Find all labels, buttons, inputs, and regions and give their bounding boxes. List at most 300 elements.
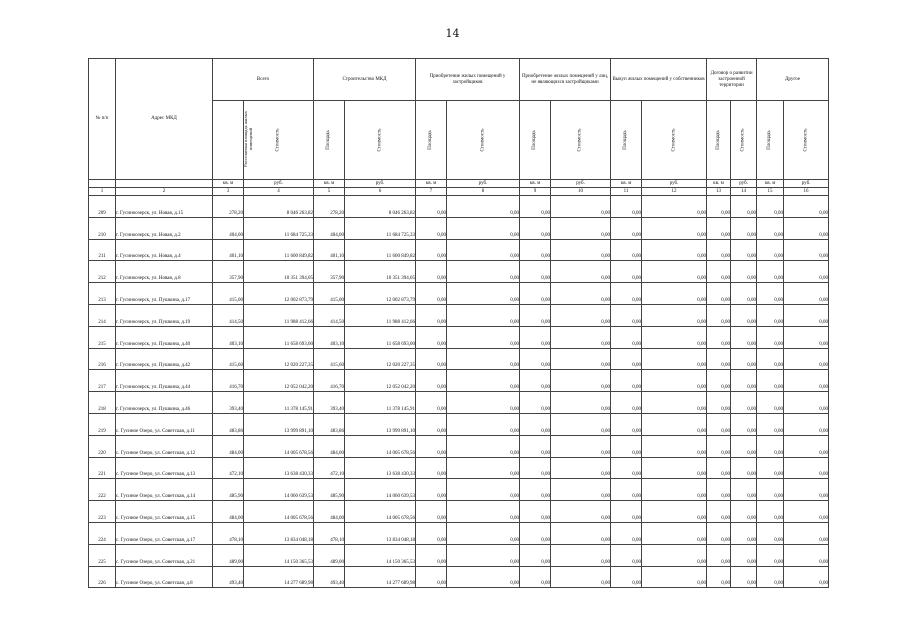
- unit-cell: руб.: [784, 180, 829, 188]
- row-value: 11 600 849,82: [345, 239, 416, 261]
- header-sub-label: Площадь: [428, 130, 434, 150]
- row-value: 8 046 263,82: [244, 196, 314, 218]
- row-value: 0,00: [551, 413, 611, 435]
- row-value: 0,00: [642, 522, 707, 544]
- row-value: 0,00: [784, 326, 829, 348]
- header-sub-label: Расселяемая площадь жилых помещений: [243, 111, 253, 167]
- row-value: 0,00: [447, 413, 520, 435]
- header-group-other: Другое: [757, 59, 829, 101]
- header-group-construction: Строительство МКД: [314, 59, 416, 101]
- table-row: [89, 370, 829, 392]
- row-value: 0,00: [784, 435, 829, 457]
- row-value: 0,00: [520, 217, 551, 239]
- row-value: 0,00: [611, 544, 642, 566]
- row-value: 478,10: [213, 522, 244, 544]
- row-value: 11 378 145,91: [345, 392, 416, 414]
- row-value: 493,40: [213, 566, 244, 588]
- row-value: 0,00: [416, 217, 447, 239]
- unit-cell: руб.: [731, 180, 757, 188]
- row-value: 0,00: [757, 544, 784, 566]
- row-value: 0,00: [551, 501, 611, 523]
- row-address: с. Гусиное Озеро, ул. Советская, д.17: [116, 522, 213, 544]
- row-value: 0,00: [416, 522, 447, 544]
- row-value: 0,00: [642, 544, 707, 566]
- unit-cell: кв. м: [707, 180, 731, 188]
- row-value: 0,00: [707, 457, 731, 479]
- row-number: 219: [89, 413, 116, 435]
- row-value: 11 378 145,91: [244, 392, 314, 414]
- row-value: 0,00: [784, 413, 829, 435]
- row-value: 0,00: [416, 457, 447, 479]
- unit-cell: руб.: [244, 180, 314, 188]
- row-value: 0,00: [416, 479, 447, 501]
- header-sub-label: Стоимость: [275, 128, 281, 152]
- row-value: 0,00: [784, 239, 829, 261]
- row-value: 414,50: [213, 304, 244, 326]
- row-value: 14 277 689,98: [244, 566, 314, 588]
- row-value: 0,00: [757, 261, 784, 283]
- row-value: 0,00: [731, 196, 757, 218]
- row-number: 209: [89, 196, 116, 218]
- row-value: 0,00: [447, 326, 520, 348]
- header-address: Адрес МКД: [116, 59, 213, 180]
- row-value: 0,00: [784, 501, 829, 523]
- row-address: г. Гусиноозерск, ул. Пушкина, д.19: [116, 304, 213, 326]
- row-value: 0,00: [784, 261, 829, 283]
- row-number: 218: [89, 392, 116, 414]
- row-value: 0,00: [611, 326, 642, 348]
- row-value: 0,00: [611, 413, 642, 435]
- row-number: 216: [89, 348, 116, 370]
- row-value: 472,10: [213, 457, 244, 479]
- row-address: с. Гусиное Озеро, ул. Советская, д.14: [116, 479, 213, 501]
- column-index: 14: [731, 188, 757, 196]
- row-value: 0,00: [642, 457, 707, 479]
- column-index: 7: [416, 188, 447, 196]
- row-value: 393,40: [213, 392, 244, 414]
- row-value: 0,00: [757, 566, 784, 588]
- row-value: 0,00: [611, 283, 642, 305]
- row-value: 11 684 725,33: [345, 217, 416, 239]
- row-value: 0,00: [447, 479, 520, 501]
- row-value: 0,00: [447, 304, 520, 326]
- unit-cell: кв. м: [757, 180, 784, 188]
- row-number: 222: [89, 479, 116, 501]
- header-sub-label: Стоимость: [671, 128, 677, 152]
- row-value: 0,00: [707, 217, 731, 239]
- unit-cell: кв. м: [213, 180, 244, 188]
- row-value: 414,50: [314, 304, 345, 326]
- row-value: 0,00: [642, 566, 707, 588]
- row-value: 0,00: [757, 457, 784, 479]
- row-value: 0,00: [707, 435, 731, 457]
- row-value: 0,00: [520, 457, 551, 479]
- row-value: 478,10: [314, 522, 345, 544]
- row-address: с. Гусиное Озеро, ул. Советская, д.8: [116, 566, 213, 588]
- row-value: 12 052 042,20: [244, 370, 314, 392]
- table-row: [89, 283, 829, 305]
- row-value: 489,00: [213, 544, 244, 566]
- row-value: 0,00: [757, 239, 784, 261]
- row-number: 215: [89, 326, 116, 348]
- row-value: 0,00: [611, 239, 642, 261]
- row-address: г. Гусиноозерск, ул. Пушкина, д.17: [116, 283, 213, 305]
- table-row: [89, 196, 829, 218]
- row-value: 484,00: [314, 435, 345, 457]
- row-number: 212: [89, 261, 116, 283]
- row-value: 0,00: [642, 239, 707, 261]
- column-index: 8: [447, 188, 520, 196]
- row-value: 0,00: [731, 326, 757, 348]
- row-value: 0,00: [707, 283, 731, 305]
- row-value: 13 999 891,10: [244, 413, 314, 435]
- header-no: № п/п: [89, 59, 116, 180]
- unit-cell: руб.: [551, 180, 611, 188]
- row-value: 0,00: [757, 370, 784, 392]
- row-value: 278,20: [314, 196, 345, 218]
- row-value: 0,00: [731, 457, 757, 479]
- row-value: 0,00: [642, 501, 707, 523]
- row-value: 0,00: [447, 370, 520, 392]
- row-value: 0,00: [642, 370, 707, 392]
- row-value: 0,00: [784, 544, 829, 566]
- row-value: 278,20: [213, 196, 244, 218]
- unit-cell: руб.: [345, 180, 416, 188]
- row-value: 0,00: [731, 239, 757, 261]
- row-value: 0,00: [611, 392, 642, 414]
- row-value: 0,00: [731, 304, 757, 326]
- row-address: г. Гусиноозерск, ул. Пушкина, д.46: [116, 392, 213, 414]
- column-index: 3: [213, 188, 244, 196]
- header-sub-label: Стоимость: [377, 128, 383, 152]
- row-value: 0,00: [731, 370, 757, 392]
- row-value: 0,00: [447, 522, 520, 544]
- table-row: [89, 501, 829, 523]
- row-value: 0,00: [757, 501, 784, 523]
- row-value: 0,00: [551, 261, 611, 283]
- row-value: 0,00: [731, 392, 757, 414]
- row-value: 0,00: [784, 566, 829, 588]
- row-value: 0,00: [551, 348, 611, 370]
- row-value: 484,00: [213, 501, 244, 523]
- row-value: 0,00: [520, 196, 551, 218]
- row-value: 0,00: [551, 392, 611, 414]
- table-row: [89, 304, 829, 326]
- row-value: 0,00: [520, 283, 551, 305]
- row-value: 0,00: [416, 435, 447, 457]
- row-number: 221: [89, 457, 116, 479]
- row-value: 0,00: [447, 261, 520, 283]
- row-value: 0,00: [707, 544, 731, 566]
- row-value: 0,00: [757, 348, 784, 370]
- row-value: 0,00: [731, 479, 757, 501]
- row-value: 0,00: [611, 217, 642, 239]
- row-number: 224: [89, 522, 116, 544]
- row-value: 0,00: [707, 370, 731, 392]
- row-value: 0,00: [642, 435, 707, 457]
- row-value: 0,00: [551, 196, 611, 218]
- row-address: с. Гусиное Озеро, ул. Советская, д.12: [116, 435, 213, 457]
- row-value: 0,00: [447, 392, 520, 414]
- row-value: 0,00: [707, 261, 731, 283]
- header-group-territory: Договор о развитии застроенной территории: [707, 59, 757, 101]
- row-address: с. Гусиное Озеро, ул. Советская, д.21: [116, 544, 213, 566]
- row-value: 0,00: [707, 239, 731, 261]
- header-group-developers: Приобретение жилых помещений у застройщиков: [416, 59, 520, 101]
- row-value: 12 052 042,20: [345, 370, 416, 392]
- row-value: 0,00: [707, 348, 731, 370]
- row-value: 0,00: [707, 413, 731, 435]
- table-row: [89, 522, 829, 544]
- row-value: 0,00: [447, 544, 520, 566]
- header-sub-3: [345, 101, 416, 180]
- row-value: 0,00: [611, 435, 642, 457]
- table-row: [89, 239, 829, 261]
- column-index: 4: [244, 188, 314, 196]
- header-group-total: Всего: [213, 59, 314, 101]
- row-value: 0,00: [447, 435, 520, 457]
- row-value: 0,00: [642, 348, 707, 370]
- column-index: 11: [611, 188, 642, 196]
- header-sub-2: [314, 101, 345, 180]
- row-value: 14 005 678,56: [244, 435, 314, 457]
- row-number: 210: [89, 217, 116, 239]
- row-value: 403,10: [213, 326, 244, 348]
- row-value: 0,00: [731, 544, 757, 566]
- table-row: [89, 457, 829, 479]
- row-value: 0,00: [416, 501, 447, 523]
- header-sub-label: Площадь: [623, 130, 629, 150]
- row-value: 14 060 639,53: [244, 479, 314, 501]
- row-value: 14 150 365,53: [244, 544, 314, 566]
- row-value: 404,00: [213, 217, 244, 239]
- row-value: 0,00: [731, 566, 757, 588]
- row-value: 0,00: [757, 435, 784, 457]
- row-value: 0,00: [642, 196, 707, 218]
- row-address: г. Гусиноозерск, ул. Новая, д.4: [116, 239, 213, 261]
- table-row: [89, 392, 829, 414]
- row-value: 0,00: [642, 479, 707, 501]
- header-sub-11: [731, 101, 757, 180]
- row-value: 0,00: [707, 392, 731, 414]
- row-value: 0,00: [642, 283, 707, 305]
- row-value: 393,40: [314, 392, 345, 414]
- header-sub-label: Стоимость: [577, 128, 583, 152]
- row-value: 0,00: [416, 304, 447, 326]
- row-value: 0,00: [447, 348, 520, 370]
- row-value: 0,00: [520, 239, 551, 261]
- row-value: 0,00: [447, 196, 520, 218]
- row-value: 0,00: [731, 522, 757, 544]
- row-value: 0,00: [784, 196, 829, 218]
- header-sub-label: Стоимость: [480, 128, 486, 152]
- row-value: 493,40: [314, 566, 345, 588]
- header-sub-9: [642, 101, 707, 180]
- row-value: 14 005 678,56: [244, 501, 314, 523]
- header-group-buyout: Выкуп жилых помещений у собственников: [611, 59, 707, 101]
- row-value: 12 002 873,79: [345, 283, 416, 305]
- unit-cell: кв. м: [611, 180, 642, 188]
- row-value: 415,60: [213, 348, 244, 370]
- row-value: 0,00: [707, 522, 731, 544]
- row-value: 0,00: [784, 522, 829, 544]
- row-value: 415,60: [314, 348, 345, 370]
- row-value: 11 658 693,00: [345, 326, 416, 348]
- row-value: 0,00: [416, 544, 447, 566]
- row-value: 416,70: [314, 370, 345, 392]
- row-value: 0,00: [551, 544, 611, 566]
- table-row: [89, 479, 829, 501]
- row-value: 0,00: [784, 348, 829, 370]
- row-value: 0,00: [551, 479, 611, 501]
- table-row: [89, 413, 829, 435]
- row-value: 403,10: [314, 326, 345, 348]
- row-number: 213: [89, 283, 116, 305]
- row-value: 0,00: [731, 283, 757, 305]
- row-value: 483,86: [213, 413, 244, 435]
- unit-cell: кв. м: [520, 180, 551, 188]
- table-row: [89, 544, 829, 566]
- row-value: 0,00: [731, 501, 757, 523]
- row-value: 0,00: [611, 479, 642, 501]
- row-address: г. Гусиноозерск, ул. Пушкина, д.42: [116, 348, 213, 370]
- header-sub-label: Площадь: [326, 130, 332, 150]
- row-address: г. Гусиноозерск, ул. Новая, д.8: [116, 261, 213, 283]
- table-row: [89, 435, 829, 457]
- row-value: 415,00: [314, 283, 345, 305]
- row-value: 0,00: [611, 348, 642, 370]
- row-value: 485,90: [213, 479, 244, 501]
- row-value: 0,00: [707, 196, 731, 218]
- header-sub-label: Площадь: [715, 130, 721, 150]
- row-value: 0,00: [757, 326, 784, 348]
- row-value: 0,00: [757, 413, 784, 435]
- row-value: 0,00: [520, 501, 551, 523]
- header-sub-5: [447, 101, 520, 180]
- column-index: 13: [707, 188, 731, 196]
- row-value: 0,00: [611, 522, 642, 544]
- row-value: 0,00: [416, 370, 447, 392]
- row-value: 0,00: [611, 370, 642, 392]
- row-value: 357,90: [213, 261, 244, 283]
- row-number: 214: [89, 304, 116, 326]
- row-value: 485,90: [314, 479, 345, 501]
- row-value: 0,00: [447, 501, 520, 523]
- row-value: 0,00: [731, 348, 757, 370]
- row-value: 10 351 394,05: [244, 261, 314, 283]
- header-sub-1: [244, 101, 314, 180]
- row-value: 0,00: [757, 522, 784, 544]
- row-value: 0,00: [416, 348, 447, 370]
- header-sub-label: Площадь: [532, 130, 538, 150]
- row-value: 0,00: [551, 326, 611, 348]
- row-value: 13 638 430,33: [345, 457, 416, 479]
- row-value: 0,00: [447, 239, 520, 261]
- row-value: 0,00: [757, 196, 784, 218]
- row-value: 0,00: [731, 413, 757, 435]
- row-value: 14 277 689,98: [345, 566, 416, 588]
- row-value: 0,00: [520, 566, 551, 588]
- row-value: 0,00: [731, 217, 757, 239]
- header-sub-label: Стоимость: [803, 128, 809, 152]
- row-value: 14 150 365,53: [345, 544, 416, 566]
- page-number: 14: [445, 27, 460, 40]
- row-value: 0,00: [447, 283, 520, 305]
- row-value: 483,86: [314, 413, 345, 435]
- unit-cell: руб.: [642, 180, 707, 188]
- row-value: 0,00: [707, 304, 731, 326]
- row-value: 0,00: [551, 283, 611, 305]
- unit-cell: кв. м: [314, 180, 345, 188]
- row-value: 401,10: [213, 239, 244, 261]
- row-value: 0,00: [731, 261, 757, 283]
- row-value: 0,00: [757, 479, 784, 501]
- row-value: 14 005 678,56: [345, 435, 416, 457]
- row-value: 0,00: [416, 566, 447, 588]
- row-value: 0,00: [784, 283, 829, 305]
- row-value: 0,00: [757, 304, 784, 326]
- row-value: 0,00: [784, 217, 829, 239]
- row-value: 0,00: [416, 326, 447, 348]
- row-value: 14 060 639,53: [345, 479, 416, 501]
- row-value: 11 600 849,82: [244, 239, 314, 261]
- table-row: [89, 326, 829, 348]
- column-index: 6: [345, 188, 416, 196]
- row-value: 0,00: [551, 304, 611, 326]
- row-value: 0,00: [642, 413, 707, 435]
- row-value: 0,00: [707, 479, 731, 501]
- header-sub-12: [757, 101, 784, 180]
- row-value: 0,00: [447, 457, 520, 479]
- header-sub-label: Стоимость: [740, 128, 746, 152]
- row-number: 211: [89, 239, 116, 261]
- row-address: с. Гусиное Озеро, ул. Советская, д.11: [116, 413, 213, 435]
- row-value: 0,00: [784, 304, 829, 326]
- header-group-non-developers: Приобретение жилых помещений у лиц, не являющихся застройщиками: [520, 59, 611, 101]
- row-value: 0,00: [551, 370, 611, 392]
- row-value: 14 005 678,56: [345, 501, 416, 523]
- unit-cell: кв. м: [416, 180, 447, 188]
- row-value: 10 351 394,05: [345, 261, 416, 283]
- row-value: 472,10: [314, 457, 345, 479]
- row-value: 11 684 725,33: [244, 217, 314, 239]
- row-value: 0,00: [784, 457, 829, 479]
- column-index: 10: [551, 188, 611, 196]
- header-sub-0: [213, 101, 253, 180]
- row-value: 0,00: [520, 413, 551, 435]
- column-index: 2: [116, 188, 213, 196]
- row-value: 357,90: [314, 261, 345, 283]
- unit-cell: руб.: [447, 180, 520, 188]
- row-value: 0,00: [416, 413, 447, 435]
- row-value: 0,00: [416, 261, 447, 283]
- row-number: 217: [89, 370, 116, 392]
- row-value: 0,00: [757, 283, 784, 305]
- row-value: 12 002 873,79: [244, 283, 314, 305]
- row-value: 0,00: [551, 457, 611, 479]
- row-value: 0,00: [731, 435, 757, 457]
- row-value: 12 020 227,35: [244, 348, 314, 370]
- header-sub-8: [611, 101, 642, 180]
- row-value: 0,00: [707, 326, 731, 348]
- row-value: 11 658 693,00: [244, 326, 314, 348]
- row-value: 415,00: [213, 283, 244, 305]
- row-value: 0,00: [611, 196, 642, 218]
- row-value: 0,00: [551, 239, 611, 261]
- row-value: 0,00: [520, 435, 551, 457]
- column-index: 1: [89, 188, 116, 196]
- column-index: 16: [784, 188, 829, 196]
